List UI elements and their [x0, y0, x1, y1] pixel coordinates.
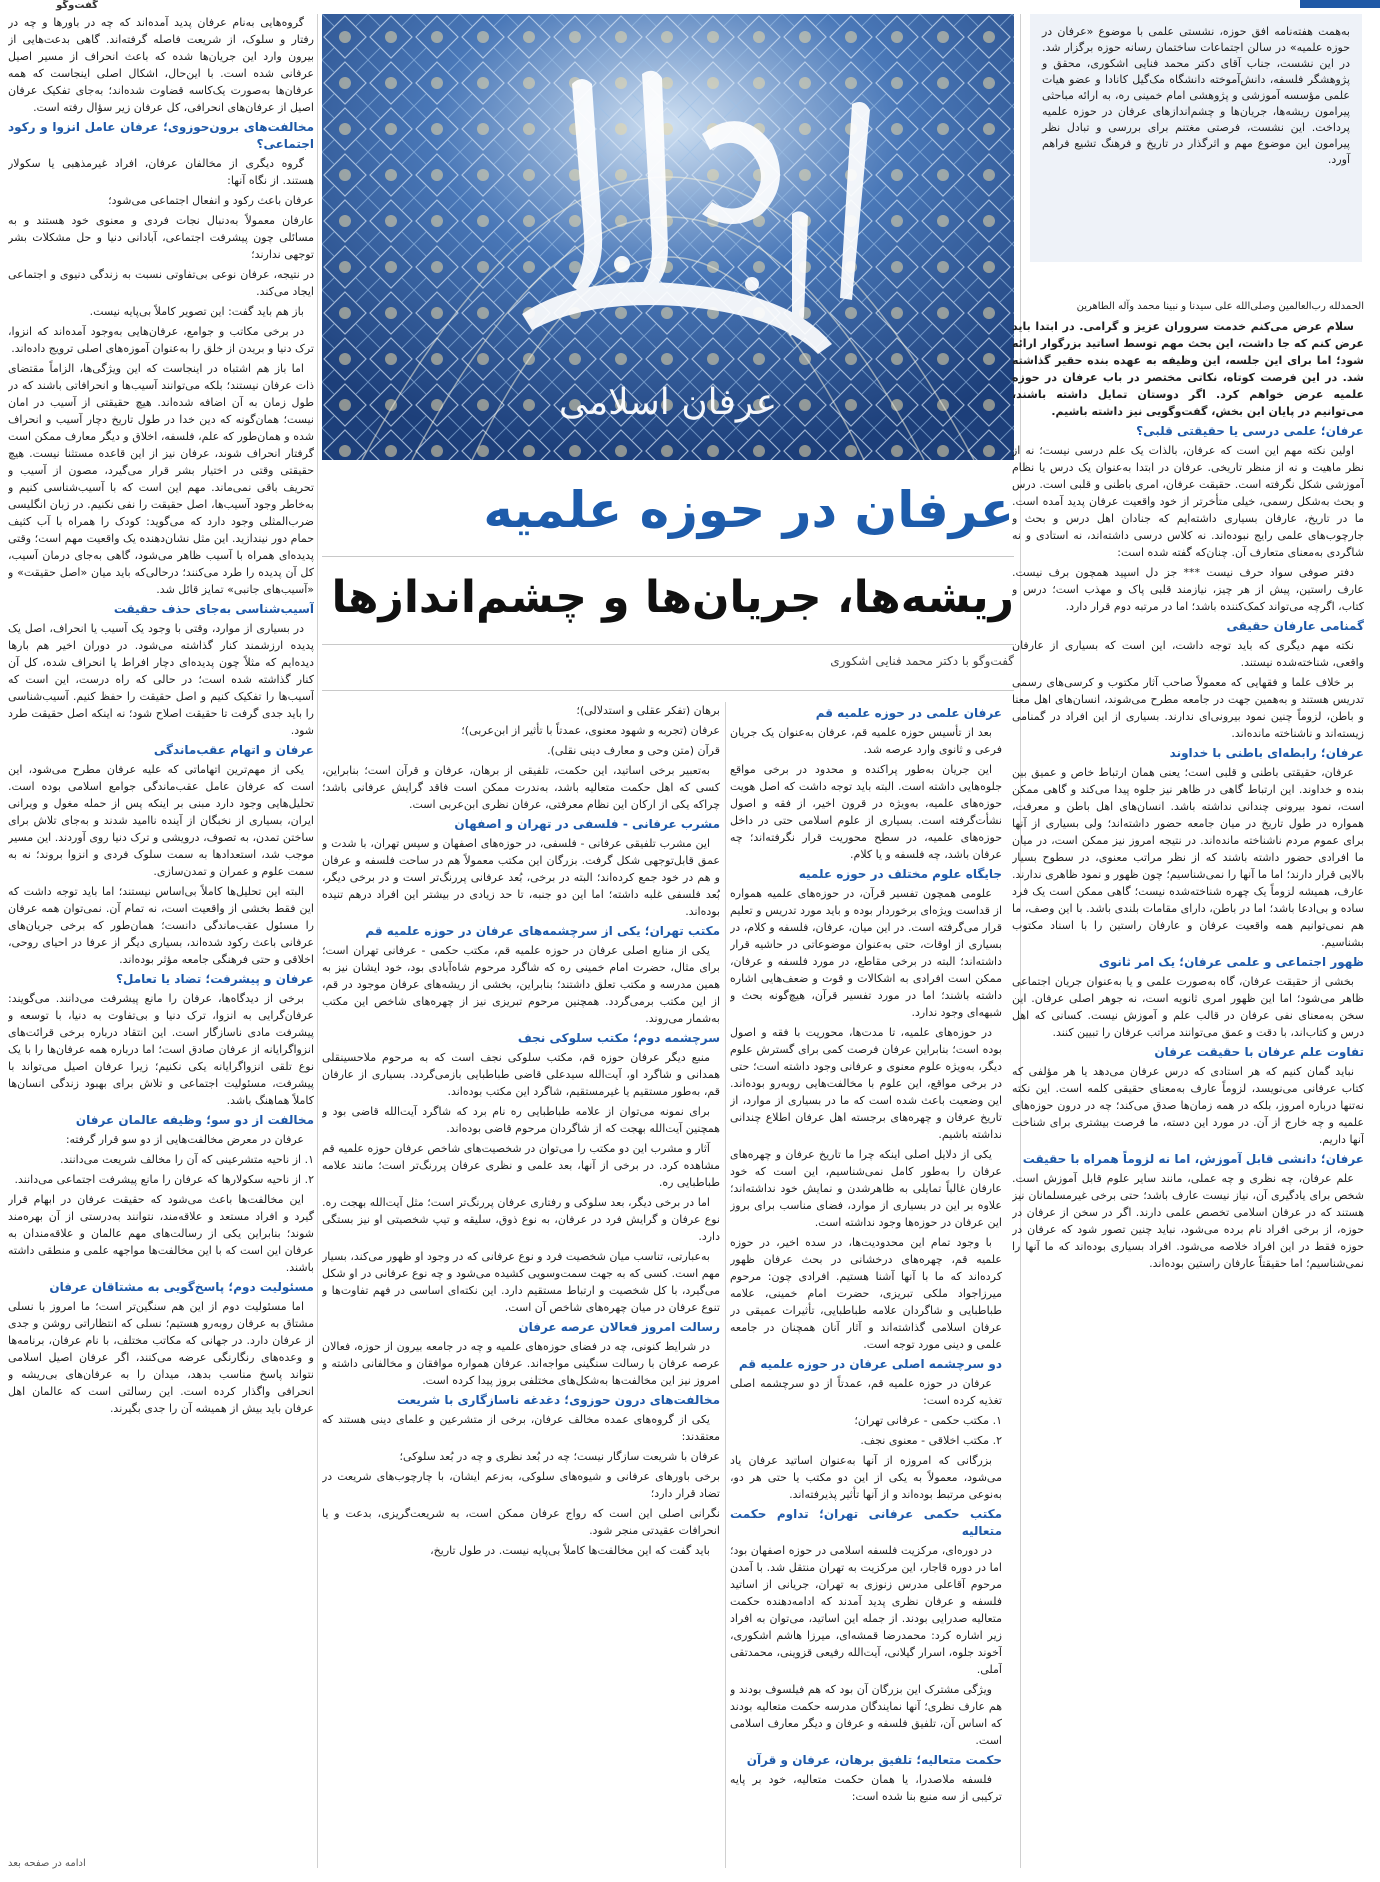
tilework-illustration — [322, 14, 1014, 460]
byline-divider — [322, 690, 1014, 691]
paragraph: یکی از گروه‌های عمده مخالف عرفان، برخی از متشرعین و علمای دینی هستند که معتقدند: — [322, 1413, 720, 1443]
headline-subtitle: ریشه‌ها، جریان‌ها و چشم‌اندازها — [331, 572, 1014, 623]
paragraph: ویژگی مشترک این بزرگان آن بود که هم فیلسوف بودند و هم عارف نظری؛ آنها نمایندگان مدرسه حکمت متعالیه بودند که اساس آن، تلفیق فلسفه و عرفان و دیگر معارف اسلامی است. — [730, 1683, 1002, 1747]
paragraph: سلام عرض می‌کنم خدمت سروران عزیز و گرامی. در ابتدا باید عرض کنم که جا داشت، این بحث مهم توسط اساتید بزرگوار ارائه شود؛ اما برای این جلسه، این وظیفه به عهده بنده حقیر گذاشته شد. در این فرصت کوتاه، نکاتی مختصر در باب عرفان در حوزه علمیه عرض خواهم کرد. اگر دوستان تمایل داشته باشند، می‌توانیم در پایان این بخش، گفت‌وگویی نیز داشته باشیم. — [1012, 320, 1364, 418]
paragraph: آثار و مشرب این دو مکتب را می‌توان در شخصیت‌های شاخص عرفان حوزه علمیه قم مشاهده کرد. در برخی از آنها، بعد علمی و نظری عرفان پررنگ‌تر است؛ مانند علامه طباطبایی ره. — [322, 1142, 720, 1189]
section-heading: عرفان و اتهام عقب‌ماندگی — [153, 743, 314, 757]
paragraph: فلسفه ملاصدرا، یا همان حکمت متعالیه، خود بر پایه ترکیبی از سه منبع بنا شده است: — [730, 1773, 1002, 1803]
list-item: ۱. مکتب حکمی - عرفانی تهران؛ — [854, 1414, 1002, 1427]
paragraph: در حوزه‌های علمیه، تا مدت‌ها، محوریت با فقه و اصول بوده است؛ بنابراین عرفان فرصت کمی برای گسترش علوم دیگر، به‌ویژه علوم معنوی و عرفانی وجود داشته است؛ حتی در برخی مواقع، این علوم با مخالفت‌هایی روبه‌رو بوده‌اند. این وضعیت باعث شده است که ما در بسیاری از موارد، از تاریخ عرفان و چهره‌های برجسته اهل عرفان اطلاع چندانی نداشته باشیم. — [730, 1026, 1002, 1141]
section-heading: عرفان؛ رابطه‌ای باطنی با خداوند — [1169, 746, 1364, 760]
section-heading: جایگاه علوم مختلف در حوزه علمیه — [798, 867, 1002, 881]
section-heading: سرچشمه دوم؛ مکتب سلوکی نجف — [517, 1031, 720, 1045]
section-heading: عرفان؛ علمی درسی یا حقیقتی قلبی؟ — [1136, 424, 1364, 438]
paragraph: در دوره‌ای، مرکزیت فلسفه اسلامی در حوزه اصفهان بود؛ اما در دوره قاجار، این مرکزیت به تهران منتقل شد. با آمدن مرحوم آقاعلی مدرس زنوزی به تهران، جریانی از اساتید فلسفه و عرفان نظری پدید آمدند که ادامه‌دهنده حکمت متعالیه صدرایی بودند. از جمله این اساتید، می‌توان به افراد زیر اشاره کرد: محمدرضا قمشه‌ای، میرزا هاشم اشکوری، آخوند جلوه، اسرار گیلانی، آیت‌الله رفیعی قزوینی، محمدتقی آملی. — [730, 1544, 1002, 1676]
byline: گفت‌وگو با دکتر محمد فنایی اشکوری — [830, 654, 1014, 668]
paragraph: این جریان به‌طور پراکنده و محدود در برخی مواقع جلوه‌هایی داشته است. البته باید توجه داشت که اصل هویت حوزه‌های علمیه، به‌ویژه در قرون اخیر، از فقه و اصول نشأت‌گرفته است. بسیاری از علوم اسلامی حتی در داخل حوزه‌های علمیه، در سطح محوریت قرار نگرفته‌اند؛ چه عرفان باشد، چه فلسفه و یا کلام. — [730, 763, 1002, 861]
article-column-4 — [8, 14, 314, 1842]
headline-title: عرفان در حوزه علمیه — [483, 481, 1014, 539]
section-heading: مخالفت‌های برون‌حوزوی؛ عرفان عامل انزوا و رکود اجتماعی؟ — [8, 120, 314, 151]
section-heading: آسیب‌شناسی به‌جای حذف حقیقت — [113, 602, 314, 616]
section-heading: ظهور اجتماعی و علمی عرفان؛ یک امر ثانوی — [1098, 955, 1364, 969]
section-heading: عرفان و پیشرفت؛ تضاد یا تعامل؟ — [116, 972, 314, 986]
paragraph: در بسیاری از موارد، وقتی با وجود یک آسیب یا انحراف، اصل یک پدیده ارزشمند کنار گذاشته می‌شود. در دوران اخیر هم بارها دیده‌ایم که مثلاً چون پدیده‌ای دچار افراط یا انحراف شده، کل آن کنار گذاشته شده است؛ در حالی که راه درست، این است که آسیب‌ها را تفکیک کنیم و اصل حقیقت را حفظ کنیم. آسیب‌شناسی را باید جدی گرفت تا حقیقت اصلاح شود؛ نه اینکه اصل حقیقت طرد شود. — [8, 622, 314, 737]
paragraph: در شرایط کنونی، چه در فضای حوزه‌های علمیه و چه در جامعه بیرون از حوزه، فعالان عرصه عرفان با رسالت سنگینی مواجه‌اند. عرفان همواره موافقان و مخالفانی داشته و امروز نیز این مخالفت‌ها به‌شکل‌های مختلفی بروز پیدا کرده است. — [322, 1340, 720, 1387]
paragraph: علومی همچون تفسیر قرآن، در حوزه‌های علمیه همواره از قداست ویژه‌ای برخوردار بوده و باید مورد تدریس و تعلیم قرار می‌گرفته است. در این میان، عرفان، فلسفه و کلام، در بسیاری از اوقات، حتی به‌عنوان موضوعاتی در حاشیه قرار داشته‌اند؛ البته در برخی مقاطع، در مورد فلسفه و عرفان، ممکن است افرادی به اشکالات و قوت و ضعف‌هایی اشاره داشته باشند؛ اما در مورد تفسیر قرآن، هیچ‌گونه بحث و شبهه‌ای وجود ندارد. — [730, 887, 1002, 1019]
list-item: ۲. مکتب اخلاقی - معنوی نجف. — [860, 1434, 1002, 1447]
paragraph: این مشرب تلفیقی عرفانی - فلسفی، در حوزه‌های اصفهان و سپس تهران، با شدت و عمق قابل‌توجهی شکل گرفت. بزرگان این مکتب معمولاً هم در ساحت فلسفه و عرفان و هم در خود جمع کرده‌اند؛ البته در برخی، بُعد عرفانی پررنگ‌تر است و در برخی دیگر، بُعد فلسفی غلبه داشته؛ اما این دو جنبه، تا حد زیادی در بیشتر این افراد درهم تنیده بوده‌اند. — [322, 837, 720, 918]
paragraph: بعد از تأسیس حوزه علمیه قم، عرفان به‌عنوان یک جریان فرعی و ثانوی وارد عرصه شد. — [730, 726, 1002, 756]
list-item: ۱. از ناحیه متشرعینی که آن را مخالف شریعت می‌دانند. — [60, 1153, 314, 1166]
paragraph: علم عرفان، چه نظری و چه عملی، مانند سایر علوم قابل آموزش است. شخص برای یادگیری آن، نیاز نیست عارف باشد؛ حتی برخی غیرمسلمانان نیز هستند که در عرفان اسلامی تخصص علمی دارند. اگر در سخن از عرفان در حوزه، از برخی افراد نام برده می‌شود، نباید چنین تصور شود که عرفان در حوزه فقط در این افراد خلاصه می‌شود. افراد بسیاری بوده‌اند که ما آنها را نمی‌شناسیم؛ اما حقیقتاً عارفان راستین بوده‌اند. — [1012, 1172, 1364, 1270]
paragraph: با وجود تمام این محدودیت‌ها، در سده اخیر، در حوزه علمیه قم، چهره‌های درخشانی در بحث عرفان ظهور کرده‌اند که ما با آنها آشنا هستیم. افرادی چون: مرحوم میرزاجواد ملکی تبریزی، حضرت امام خمینی، علامه طباطبایی و شاگردان علامه طباطبایی، تأثیرات عمیقی در عرفان اسلامی گذاشته‌اند و آثار آنان همچنان در جامعه علمی و دینی مورد توجه است. — [730, 1236, 1002, 1351]
section-heading: عرفان؛ دانشی قابل آموزش، اما نه لزوماً همراه با حقیقت — [1022, 1152, 1364, 1166]
paragraph: برخی از دیدگاه‌ها، عرفان را مانع پیشرفت می‌دانند. می‌گویند: عرفان‌گرایی به انزوا، ترک دنیا و بی‌تفاوت به دنیا، با توسعه و پیشرفت مادی ناسازگار است. این انتقاد درباره برخی قرائت‌های انزواگرایانه از عرفان صادق است؛ اما درباره همه عرفان‌ها را با یک نوع تلقی انزواگرایانه یکی نکنیم؛ زیرا عرفان اصیل می‌تواند با پیشرفت، مسئولیت اجتماعی و تلاش برای بهبود زندگی انسان‌ها کاملاً هماهنگ باشد. — [8, 992, 314, 1107]
list-item: برهان (تفکر عقلی و استدلالی)؛ — [576, 704, 720, 717]
section-heading: تفاوت علم عرفان با حقیقت عرفان — [1154, 1045, 1364, 1059]
section-heading: مخالفت‌های درون حوزوی؛ دغدغه ناسازگاری با شریعت — [396, 1393, 720, 1407]
headline-divider — [322, 556, 1014, 557]
section-heading: عرفان علمی در حوزه علمیه قم — [815, 706, 1002, 720]
list-item: عرفان (تجربه و شهود معنوی، عمدتاً با تأثیر از ابن‌عربی)؛ — [461, 724, 720, 737]
section-label: گفت‌وگو — [56, 0, 98, 11]
list-item: ۲. از ناحیه سکولارها که عرفان را مانع پیشرفت اجتماعی می‌دانند. — [14, 1173, 314, 1186]
opening-salutation: الحمدلله رب‌العالمین وصلی‌الله علی سیدنا و نبینا محمد وآله الطاهرین — [1076, 301, 1364, 312]
section-heading: حکمت متعالیه؛ تلفیق برهان، عرفان و قرآن — [746, 1753, 1002, 1767]
paragraph: البته این تحلیل‌ها کاملاً بی‌اساس نیستند؛ اما باید توجه داشت که این فقط بخشی از واقعیت است، نه تمام آن. نمی‌توان همه عرفان را مسئول عقب‌ماندگی دانست؛ همان‌طور که برخی جریان‌های عرفانی باعث رکود شده‌اند، بسیاری دیگر از عرفا در احیای روحی، اخلاقی و حتی فرهنگی جامعه مؤثر بوده‌اند. — [8, 885, 314, 966]
paragraph: اما مسئولیت دوم از این هم سنگین‌تر است؛ ما امروز با نسلی مشتاق به عرفان روبه‌رو هستیم؛ نسلی که انتظاراتی روشن و جدی از عرفان دارد. در جهانی که مکاتب مختلف، با نام عرفان، برنامه‌ها و وعده‌های رنگارنگی عرضه می‌کنند، اگر عرفان اصیل اسلامی نتواند پاسخ مناسب بدهد، میدان را به عرفان‌های بی‌ریشه و انحرافی واگذار کرده است. این رسالتی است که عالمان اهل عرفان باید بیش از همیشه آن را جدی بگیرند. — [8, 1300, 314, 1415]
column-separator — [725, 702, 726, 1868]
list-item: برخی باورهای عرفانی و شیوه‌های سلوکی، به‌زعم ایشان، با چارچوب‌های شریعت در تضاد قرار دارد؛ — [322, 1470, 720, 1500]
article-column-1 — [1012, 298, 1364, 1868]
paragraph: گروه دیگری از مخالفان عرفان، افراد غیرمذهبی یا سکولار هستند. از نگاه آنها: — [8, 157, 314, 187]
list-item: نگرانی اصلی این است که رواج عرفان ممکن است، به شریعت‌گریزی، بدعت و یا انحرافات عقیدتی منجر شود. — [322, 1507, 720, 1537]
paragraph: باید گفت که این مخالفت‌ها کاملاً بی‌پایه نیست. در طول تاریخ، — [430, 1544, 710, 1557]
section-heading: مسئولیت دوم؛ پاسخ‌گویی به مشتاقان عرفان — [49, 1280, 314, 1294]
article-column-2 — [730, 702, 1002, 1868]
banner-image — [322, 14, 1014, 460]
list-item: عارفان معمولاً به‌دنبال نجات فردی و معنوی خود هستند و به مسائلی چون پیشرفت اجتماعی، آبادانی دنیا و حل مشکلات بشر توجهی ندارند؛ — [8, 214, 314, 261]
paragraph: عرفان در معرض مخالفت‌هایی از دو سو قرار گرفته: — [65, 1133, 304, 1146]
article-column-3 — [322, 702, 720, 1868]
paragraph: برای نمونه می‌توان از علامه طباطبایی ره نام برد که شاگرد آیت‌الله قاضی بود و همچنین آیت‌الله بهجت که از شاگردان مرحوم قاضی بوده‌اند. — [322, 1105, 720, 1135]
paragraph: به‌تعبیر برخی اساتید، این حکمت، تلفیقی از برهان، عرفان و قرآن است؛ بنابراین، کسی که اهل حکمت متعالیه باشد، به‌ندرت ممکن است فاقد گرایش عرفانی باشد؛ چراکه یکی از ارکان این نظام معرفتی، عرفان نظری ابن‌عربی است. — [322, 764, 720, 811]
paragraph: باز هم باید گفت: این تصویر کاملاً بی‌پایه نیست. — [89, 305, 304, 318]
column-separator — [317, 14, 318, 1868]
paragraph: عرفان در حوزه علمیه قم، عمدتاً از دو سرچشمه اصلی تغذیه کرده است: — [730, 1377, 1002, 1407]
paragraph: در برخی مکاتب و جوامع، عرفان‌هایی به‌وجود آمده‌اند که انزوا، ترک دنیا و بریدن از خلق را به‌عنوان آموزه‌های اصلی ترویج داده‌اند. — [8, 325, 314, 355]
paragraph: عرفان، حقیقتی باطنی و قلبی است؛ یعنی همان ارتباط خاص و عمیق بین بنده و خداوند. این ارتباط گاهی در ظاهر نیز جلوه پیدا می‌کند و گاهی ممکن است، نمود بیرونی چندانی نداشته باشد. انسان‌های اهل باطن و معرفت، همواره در طول تاریخ در میان جامعه حضور داشته‌اند؛ ولی بسیاری از آنها برای عموم مردم ناشناخته مانده‌اند. در نتیجه امروز نیز ممکن است، در میان ما افرادی حضور داشته باشند که از نظر مراتب معنوی، در سطوح بسیار بالایی قرار دارند؛ اما ما آنها را نمی‌شناسیم؛ چون ظهور و نمود ظاهری ندارند. عارف، همیشه لزوماً یک چهره شناخته‌شده نیست؛ گاهی ممکن است یک فرد ساده و بی‌ادعا باشد؛ اما در باطن، دارای مقامات بلندی باشد. با این وصف، ما هم نمی‌توانیم همه واقعیت عرفان و عارفان راستین را با اسناد مکتوب بشناسیم. — [1012, 766, 1364, 949]
paragraph: بزرگانی که امروزه از آنها به‌عنوان اساتید عرفان یاد می‌شود، معمولاً به یکی از این دو مکتب یا حتی هر دو، به‌نوعی مرتبط بوده‌اند و از آنها تأثیر پذیرفته‌اند. — [730, 1454, 1002, 1501]
list-item: عرفان با شریعت سازگار نیست؛ چه در بُعد نظری و چه در بُعد سلوکی؛ — [399, 1450, 720, 1463]
paragraph: نباید گمان کنیم که هر استادی که درس عرفان می‌دهد یا هر مؤلفی که کتاب عرفانی می‌نویسد، لزوماً عارف به‌معنای حقیقی کلمه است. این نکته نه‌تنها درباره امروز، بلکه در همه زمان‌ها صدق می‌کند؛ چه در درون حوزه‌های علمیه و چه خارج از آن. در مورد این دسته، ما فرصت بیشتری برای شناخت آنها داریم. — [1012, 1065, 1364, 1146]
paragraph: اما در برخی دیگر، بعد سلوکی و رفتاری عرفان پررنگ‌تر است؛ مثل آیت‌الله بهجت ره. نوع عرفان و گرایش فرد در عرفان، به نوع ذوق، سلیقه و تیپ شخصیتی او نیز بستگی دارد. — [322, 1196, 720, 1243]
paragraph: بر خلاف علما و فقهایی که معمولاً صاحب آثار مکتوب و کرسی‌های رسمی تدریس هستند و به‌همین جهت در جامعه مطرح می‌شوند، انسان‌های اهل معنا و باطن، لزوماً چنین نمود بیرونی‌ای ندارند. بسیاری از این افراد در گمنامی زیسته‌اند و ناشناخته مانده‌اند. — [1012, 676, 1364, 740]
continued-note: ادامه در صفحه بعد — [8, 1858, 86, 1869]
paragraph: دفتر صوفی سواد حرف نیست *** جز دل اسپید همچون برف نیست. عارف راستین، پیش از هر چیز، نیازمند قلبی پاک و مهذب است؛ درس و کتاب، اگرچه می‌تواند کمک‌کننده باشد؛ اما در مرتبه دوم قرار دارد. — [1012, 566, 1364, 613]
paragraph: این مخالفت‌ها باعث می‌شود که حقیقت عرفان در ابهام قرار گیرد و افراد مستعد و علاقه‌مند، نتوانند به‌درستی از آن بهره‌مند شوند؛ بنابراین یکی از رسالت‌های مهم عالمان و علاقه‌مندان به عرفان این است که با این مخالفت‌ها مواجهه علمی و منطقی داشته باشند. — [8, 1193, 314, 1274]
section-heading: گمنامی عارفان حقیقی — [1226, 619, 1364, 633]
section-heading: مخالفت از دو سو؛ وظیفه عالمان عرفان — [75, 1113, 314, 1127]
paragraph: یکی از منابع اصلی عرفان در حوزه علمیه قم، مکتب حکمی - عرفانی تهران است؛ برای مثال، حضرت امام خمینی ره که شاگرد مرحوم شاه‌آبادی بود، خود ایشان نیز به همین مدرسه و مکتب تعلق داشتند؛ بنابراین، بخشی از ریشه‌های عرفان موجود در قم، از این مکتب برمی‌گردد. همچنین مرحوم تبریزی نیز از چهره‌های شاخص این مکتب به‌شمار می‌روند. — [322, 944, 720, 1025]
section-heading: مشرب عرفانی - فلسفی در تهران و اصفهان — [454, 817, 720, 831]
paragraph: اما باز هم اشتباه در اینجاست که این ویژگی‌ها، الزاماً مقتضای ذات عرفان نیستند؛ بلکه می‌توانند آسیب‌ها و انحرافاتی باشند که در طول زمان به آن اضافه شده‌اند. هیچ حقیقتی از آسیب در امان نیست؛ همان‌گونه که دین خدا در طول تاریخ دچار آسیب و انحراف شده و همان‌طور که علم، فلسفه، اخلاق و دیگر معارف ممکن است گرفتار انحراف شوند، عرفان نیز از این قاعده مستثنا نیست. هیچ حقیقتی وقتی در اختیار بشر قرار می‌گیرد، مصون از آسیب و تحریف باقی نمی‌ماند. مهم این است که با آسیب‌شناسی کنیم و به‌خاطر وجود آسیب‌ها، اصل حقیقت را نفی نکنیم. در زبان انگلیسی ضرب‌المثلی وجود دارد که می‌گوید: کودک را همراه با آب کثیف حمام دور نیندازید. این مثل نشان‌دهنده یک واقعیت مهم است؛ وقتی پدیده‌ای همراه با آسیب ظاهر می‌شود، گاهی به‌جای درمان آسیب، کل آن پدیده را طرد می‌کنند؛ درحالی‌که باید میان «اصل حقیقت» و «آسیب‌های جانبی» تمایز قائل شد. — [8, 362, 314, 596]
intro-box — [1030, 14, 1362, 262]
section-heading: مکتب حکمی عرفانی تهران؛ تداوم حکمت متعالیه — [730, 1507, 1002, 1538]
section-heading: رسالت امروز فعالان عرصه عرفان — [518, 1320, 720, 1334]
paragraph: یکی از مهم‌ترین اتهاماتی که علیه عرفان مطرح می‌شود، این است که عرفان عامل عقب‌ماندگی جوامع اسلامی بوده است. تحلیل‌هایی وجود دارد مبنی بر اینکه پس از حمله مغول و ویرانی ایران، بسیاری از نخبگان از آینده ناامید شدند و به‌جای تلاش برای ساختن تمدن، به تصوف، درویشی و ترک دنیا روی آوردند. این مسیر موجب شد، استعدادها به سمت سلوک فردی و انزوا بروند؛ نه به سمت علوم و عمران و تمدن‌سازی. — [8, 763, 314, 878]
subtitle-divider — [322, 644, 1014, 645]
paragraph: اولین نکته مهم این است که عرفان، بالذات یک علم درسی نیست؛ نه از نظر ماهیت و نه از منظر تاریخی. عرفان در ابتدا به‌عنوان یک درس یا نظام آموزشی شکل نگرفته است. حقیقت عرفان، امری باطنی و قلبی است. درس و بحث به‌شکل رسمی، خیلی متأخرتر از خود واقعیت عرفان پدید آمده است. ما در تاریخ، عارفان بسیاری داشته‌ایم که جنادان اهل درس و بحث و جارچوب‌های علمی رایج نبوده‌اند. نه کلاس درسی داشته‌اند، نه استادی و نه شاگردی به‌معنای متعارف آن. چنان‌که گفته شده است: — [1012, 444, 1364, 559]
section-heading: مکتب تهران؛ یکی از سرچشمه‌های عرفان در حوزه علمیه قم — [365, 924, 720, 938]
paragraph: گروه‌هایی به‌نام عرفان پدید آمده‌اند که چه در باورها و چه در رفتار و سلوک، از شریعت فاصله گرفته‌اند. گاهی بدعت‌هایی از بیرون وارد این جریان‌ها شده که باعث انحراف از مسیر اصیل عرفانی شده است. با این‌حال، اشکال اصلی اینجاست که همه عرفان‌ها به‌صورت یک‌کاسه قضاوت شده‌اند؛ به‌جای تفکیک عرفان اصیل از عرفان‌های انحرافی، کل عرفان زیر سؤال رفته است. — [8, 16, 314, 114]
list-item: قرآن (متن وحی و معارف دینی نقلی). — [547, 744, 720, 757]
calligraphy-text: عرفان اسلامی — [558, 382, 778, 423]
list-item: عرفان باعث رکود و انفعال اجتماعی می‌شود؛ — [108, 194, 314, 207]
paragraph: بخشی از حقیقت عرفان، گاه به‌صورت علمی و یا به‌عنوان جریان اجتماعی ظاهر می‌شود؛ اما این ظهور امری ثانویه است، نه جوهر اصلی عرفان. این سخن به‌معنای نفی عرفان در قالب علم و آموزش نیست. کسانی که اهل درس و کتاب‌اند، با دقت و عمق می‌توانند مراتب عرفان را تبیین کنند. — [1012, 975, 1364, 1039]
paragraph: به‌عبارتی، تناسب میان شخصیت فرد و نوع عرفانی که در وجود او ظهور می‌کند، بسیار مهم است. کسی که به جهت سمت‌وسویی کشیده می‌شود و چه نوع عرفانی در او شکل می‌گیرد، با کل شخصیت و ارتباط مستقیم دارد. این نکته‌ای اساسی در فهم تفاوت‌ها و تنوع عرفان در میان چهره‌های شاخص آن است. — [322, 1250, 720, 1314]
paragraph: یکی از دلایل اصلی اینکه چرا ما تاریخ عرفان و چهره‌های عرفان را به‌طور کامل نمی‌شناسیم، این است که خود عارفان غالباً تمایلی به ظاهرشدن و نمایش خود نداشته‌اند؛ علاوه بر این در بسیاری از موارد، فضای مناسب برای بروز این عرفان در حوزه‌ها وجود نداشته است. — [730, 1148, 1002, 1229]
paragraph: نکته مهم دیگری که باید توجه داشت، این است که بسیاری از عارفان واقعی، شناخته‌شده نیستند. — [1012, 639, 1364, 669]
section-heading: دو سرچشمه اصلی عرفان در حوزه علمیه قم — [738, 1357, 1002, 1371]
list-item: در نتیجه، عرفان نوعی بی‌تفاوتی نسبت به زندگی دنیوی و اجتماعی ایجاد می‌کند. — [8, 268, 314, 298]
section-color-bar — [1300, 0, 1380, 8]
paragraph: منبع دیگر عرفان حوزه قم، مکتب سلوکی نجف است که به مرحوم ملاحسینقلی همدانی و شاگرد او، آیت‌الله سیدعلی قاضی طباطبایی بازمی‌گردد. بسیاری از عارفان قم، به‌طور مستقیم یا غیرمستقیم، شاگرد این مکتب بوده‌اند. — [322, 1051, 720, 1098]
intro-text: به‌همت هفته‌نامه افق حوزه، نشستی علمی با موضوع «عرفان در حوزه علمیه» در سالن اجتماعات ساختمان رسانه حوزه برگزار شد. در این نشست، جناب آقای دکتر محمد فنایی اشکوری، محقق و پژوهشگر فلسفه، دانش‌آموخته دانشگاه مک‌گیل کانادا و عضو هیات علمی مؤسسه آموزشی و پژوهشی امام خمینی ره، به ارائه مباحثی پیرامون ریشه‌ها، جریان‌ها و چشم‌اندازهای عرفان در حوزه علمیه پرداخت. این نشست، فرصتی مغتنم برای بررسی و تبادل نظر پیرامون این موضوع مهم و اثرگذار در تاریخ و فرهنگ تشیع فراهم آورد. — [1042, 25, 1350, 166]
